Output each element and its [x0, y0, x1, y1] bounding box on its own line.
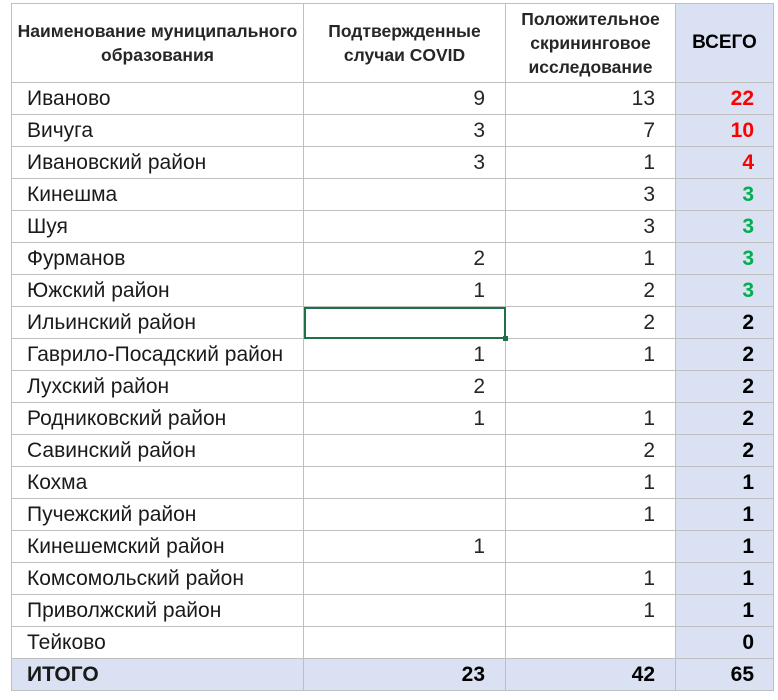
cell-screening[interactable]: 2 — [506, 435, 676, 467]
cell-screening[interactable]: 2 — [506, 307, 676, 339]
cell-name[interactable]: Лухский район — [12, 371, 304, 403]
cell-screening[interactable]: 1 — [506, 243, 676, 275]
selection-fill-handle[interactable] — [503, 336, 508, 341]
cell-screening[interactable]: 1 — [506, 147, 676, 179]
cell-name[interactable]: Шуя — [12, 211, 304, 243]
table-row — [12, 339, 774, 371]
cell-screening[interactable]: 1 — [506, 595, 676, 627]
table-row — [12, 243, 774, 275]
cell-name[interactable]: Кинешма — [12, 179, 304, 211]
table-row — [12, 467, 774, 499]
cell-name[interactable]: Фурманов — [12, 243, 304, 275]
cell-name[interactable]: Ильинский район — [12, 307, 304, 339]
cell-confirmed[interactable]: 3 — [304, 115, 506, 147]
cell-total[interactable]: 1 — [676, 563, 774, 595]
cell-total[interactable]: 3 — [676, 275, 774, 307]
cell-total[interactable]: 1 — [676, 595, 774, 627]
cell-screening[interactable]: 2 — [506, 275, 676, 307]
cell-name[interactable]: Ивановский район — [12, 147, 304, 179]
cell-name[interactable]: Кинешемский район — [12, 531, 304, 563]
cell-total[interactable]: 1 — [676, 499, 774, 531]
table-row — [12, 83, 774, 115]
cell-total[interactable]: 2 — [676, 339, 774, 371]
cell-name[interactable]: Иваново — [12, 83, 304, 115]
cell-screening[interactable]: 1 — [506, 563, 676, 595]
cell-screening[interactable]: 1 — [506, 467, 676, 499]
cell-total[interactable]: 10 — [676, 115, 774, 147]
cell-confirmed[interactable] — [304, 307, 506, 339]
cell-name[interactable]: Тейково — [12, 627, 304, 659]
total-row-label[interactable]: ИТОГО — [12, 659, 304, 691]
cell-confirmed[interactable]: 1 — [304, 339, 506, 371]
header-screening[interactable]: Положительное скрининговое исследование — [506, 4, 676, 83]
cell-name[interactable]: Гаврило-Посадский район — [12, 339, 304, 371]
table-row — [12, 435, 774, 467]
cell-screening[interactable]: 1 — [506, 499, 676, 531]
table-row — [12, 179, 774, 211]
cell-total[interactable]: 3 — [676, 179, 774, 211]
cell-screening[interactable]: 7 — [506, 115, 676, 147]
cell-total[interactable]: 4 — [676, 147, 774, 179]
header-name[interactable]: Наименование муниципального образования — [12, 4, 304, 83]
total-row-total[interactable]: 65 — [676, 659, 774, 691]
cell-confirmed[interactable]: 1 — [304, 403, 506, 435]
cell-name[interactable]: Приволжский район — [12, 595, 304, 627]
cell-screening[interactable]: 3 — [506, 179, 676, 211]
total-row-screening[interactable]: 42 — [506, 659, 676, 691]
cell-screening[interactable] — [506, 627, 676, 659]
cell-confirmed[interactable] — [304, 467, 506, 499]
total-row-confirmed[interactable]: 23 — [304, 659, 506, 691]
table-row — [12, 627, 774, 659]
cell-screening[interactable]: 13 — [506, 83, 676, 115]
table-row — [12, 531, 774, 563]
cell-confirmed[interactable] — [304, 627, 506, 659]
cell-name[interactable]: Южский район — [12, 275, 304, 307]
table-row — [12, 147, 774, 179]
table-row — [12, 275, 774, 307]
cell-confirmed[interactable] — [304, 179, 506, 211]
table-row — [12, 403, 774, 435]
total-row — [12, 659, 774, 691]
cell-total[interactable]: 2 — [676, 403, 774, 435]
cell-confirmed[interactable]: 2 — [304, 243, 506, 275]
header-confirmed[interactable]: Подтвержденные случаи COVID — [304, 4, 506, 83]
cell-name[interactable]: Комсомольский район — [12, 563, 304, 595]
cell-total[interactable]: 2 — [676, 435, 774, 467]
cell-total[interactable]: 22 — [676, 83, 774, 115]
cell-screening[interactable]: 1 — [506, 403, 676, 435]
cell-name[interactable]: Вичуга — [12, 115, 304, 147]
cell-screening[interactable]: 1 — [506, 339, 676, 371]
table-row — [12, 595, 774, 627]
cell-screening[interactable]: 3 — [506, 211, 676, 243]
header-total[interactable]: ВСЕГО — [676, 4, 774, 83]
cell-total[interactable]: 0 — [676, 627, 774, 659]
cell-name[interactable]: Родниковский район — [12, 403, 304, 435]
table-row — [12, 307, 774, 339]
cell-total[interactable]: 1 — [676, 531, 774, 563]
cell-name[interactable]: Пучежский район — [12, 499, 304, 531]
cell-screening[interactable] — [506, 531, 676, 563]
table-row — [12, 115, 774, 147]
cell-confirmed[interactable]: 1 — [304, 275, 506, 307]
covid-cases-table — [11, 3, 774, 691]
cell-confirmed[interactable] — [304, 499, 506, 531]
cell-screening[interactable] — [506, 371, 676, 403]
cell-total[interactable]: 3 — [676, 243, 774, 275]
cell-name[interactable]: Кохма — [12, 467, 304, 499]
cell-total[interactable]: 2 — [676, 307, 774, 339]
table-row — [12, 499, 774, 531]
cell-total[interactable]: 1 — [676, 467, 774, 499]
cell-name[interactable]: Савинский район — [12, 435, 304, 467]
header-row — [12, 4, 774, 83]
table-row — [12, 211, 774, 243]
cell-total[interactable]: 2 — [676, 371, 774, 403]
cell-confirmed[interactable] — [304, 435, 506, 467]
table-row — [12, 563, 774, 595]
cell-confirmed[interactable] — [304, 595, 506, 627]
cell-total[interactable]: 3 — [676, 211, 774, 243]
cell-confirmed[interactable] — [304, 563, 506, 595]
cell-confirmed[interactable]: 9 — [304, 83, 506, 115]
cell-confirmed[interactable]: 3 — [304, 147, 506, 179]
cell-confirmed[interactable] — [304, 211, 506, 243]
table-row — [12, 371, 774, 403]
cell-confirmed[interactable]: 2 — [304, 371, 506, 403]
cell-confirmed[interactable]: 1 — [304, 531, 506, 563]
table-body — [12, 83, 774, 659]
